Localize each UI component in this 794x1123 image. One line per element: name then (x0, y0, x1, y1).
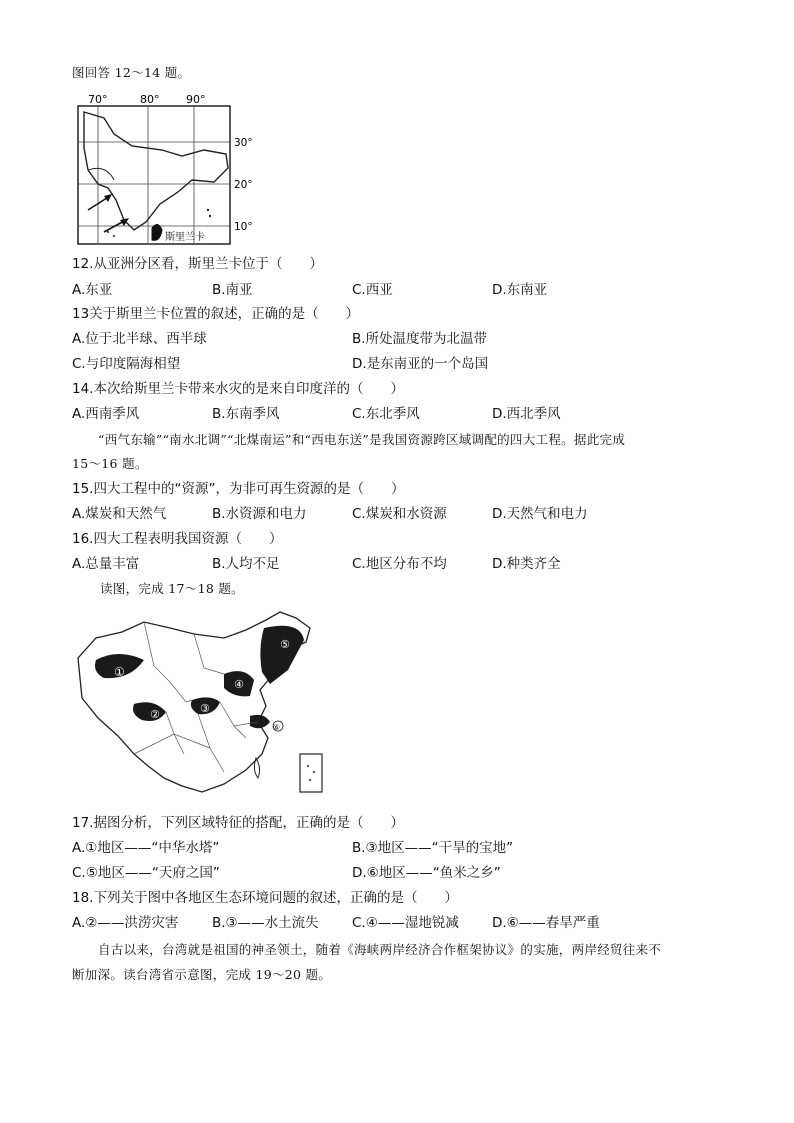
option-d[interactable]: D.东南亚 (492, 282, 548, 298)
section-intro-12-14: 图回答 12～14 题。 (72, 65, 191, 80)
question-17-stem: 17.据图分析，下列区域特征的搭配，正确的是（ ） (72, 815, 404, 831)
option-a[interactable]: A.②——洪涝灾害 (72, 915, 179, 931)
lat-label: 20° (234, 179, 253, 191)
lat-label: 30° (234, 137, 253, 149)
option-b[interactable]: B.所处温度带为北温带 (352, 331, 488, 347)
option-b[interactable]: B.水资源和电力 (212, 506, 307, 522)
region-label-2: ② (150, 708, 160, 721)
sri-lanka-label: 斯里兰卡 (165, 232, 205, 243)
region-label-4: ④ (234, 678, 244, 691)
option-d[interactable]: D.⑥地区——“鱼米之乡” (352, 865, 501, 881)
option-d[interactable]: D.西北季风 (492, 406, 561, 422)
option-d[interactable]: D.天然气和电力 (492, 506, 588, 522)
question-16-stem: 16.四大工程表明我国资源（ ） (72, 531, 283, 547)
question-15-stem: 15.四大工程中的“资源”，为非可再生资源的是（ ） (72, 481, 405, 497)
option-c[interactable]: C.西亚 (352, 282, 393, 298)
option-b[interactable]: B.③地区——“干旱的宝地” (352, 840, 514, 856)
question-14-stem: 14.本次给斯里兰卡带来水灾的是来自印度洋的（ ） (72, 381, 404, 397)
region-label-6: ⑥ (273, 723, 281, 732)
option-c[interactable]: C.煤炭和水资源 (352, 506, 447, 522)
section-intro-19-20-cont: 断加深。读台湾省示意图，完成 19～20 题。 (72, 967, 332, 982)
option-a[interactable]: A.①地区——“中华水塔” (72, 840, 220, 856)
option-d[interactable]: D.是东南亚的一个岛国 (352, 356, 489, 372)
option-c[interactable]: C.地区分布不均 (352, 556, 447, 572)
sri-lanka-map (74, 92, 264, 248)
section-intro-17-18: 读图，完成 17～18 题。 (100, 581, 244, 596)
option-c[interactable]: C.东北季风 (352, 406, 420, 422)
option-b[interactable]: B.③——水土流失 (212, 915, 319, 931)
option-d[interactable]: D.种类齐全 (492, 556, 561, 572)
lon-label: 90° (186, 93, 206, 106)
region-label-5: ⑤ (280, 638, 290, 651)
option-b[interactable]: B.南亚 (212, 282, 253, 298)
question-12-stem: 12.从亚洲分区看，斯里兰卡位于（ ） (72, 256, 323, 272)
question-18-stem: 18.下列关于图中各地区生态环境问题的叙述，正确的是（ ） (72, 890, 458, 906)
lon-label: 70° (88, 93, 108, 106)
option-a[interactable]: A.西南季风 (72, 406, 140, 422)
lon-label: 80° (140, 93, 160, 106)
option-b[interactable]: B.人均不足 (212, 556, 280, 572)
option-c[interactable]: C.⑤地区——“天府之国” (72, 865, 220, 881)
option-a[interactable]: A.煤炭和天然气 (72, 506, 167, 522)
question-13-stem: 13关于斯里兰卡位置的叙述，正确的是（ ） (72, 306, 360, 322)
option-a[interactable]: A.东亚 (72, 282, 113, 298)
option-d[interactable]: D.⑥——春旱严重 (492, 915, 600, 931)
region-label-3: ③ (200, 702, 210, 715)
section-intro-15-16: “西气东输”“南水北调”“北煤南运”和“西电东送”是我国资源跨区域调配的四大工程。据此完成 (98, 432, 626, 447)
section-intro-19-20: 自古以来，台湾就是祖国的神圣领土，随着《海峡两岸经济合作框架协议》的实施，两岸经贸往来不 (98, 942, 662, 957)
china-regions-map (74, 608, 334, 800)
option-c[interactable]: C.④——湿地锐减 (352, 915, 459, 931)
option-c[interactable]: C.与印度隔海相望 (72, 356, 181, 372)
option-a[interactable]: A.总量丰富 (72, 556, 140, 572)
region-label-1: ① (114, 665, 125, 679)
option-a[interactable]: A.位于北半球、西半球 (72, 331, 207, 347)
section-intro-15-16-cont: 15～16 题。 (72, 456, 148, 471)
option-b[interactable]: B.东南季风 (212, 406, 280, 422)
lat-label: 10° (234, 221, 253, 233)
